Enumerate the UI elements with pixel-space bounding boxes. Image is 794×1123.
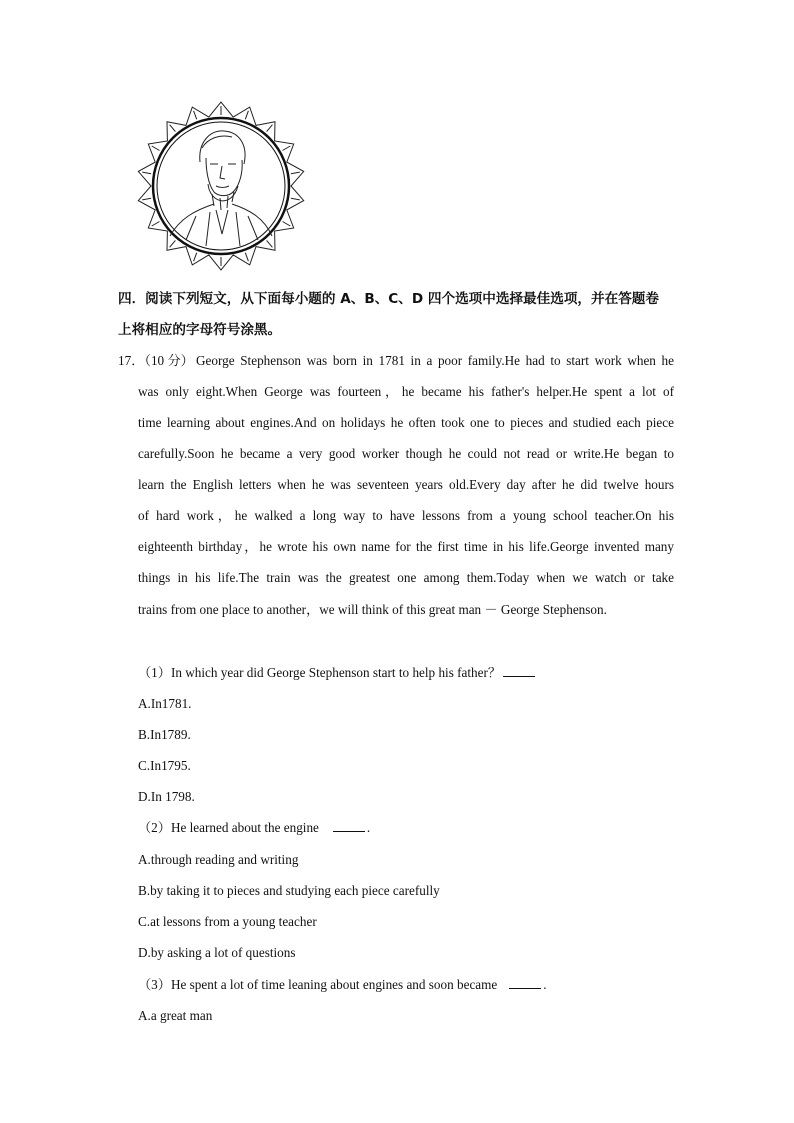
passage-line: carefully.Soon he became a very good worker though he could not read or write.He began to: [138, 446, 674, 461]
passage-line: eighteenth birthday，he wrote his own name for the first time in his life.George invented many: [138, 539, 674, 554]
passage-line: George Stephenson was born in 1781 in a poor family.He had to start work when he: [196, 353, 674, 368]
option-d: D.In 1798.: [138, 789, 195, 804]
lincoln-portrait-image: [136, 100, 306, 272]
option-b: B.by taking it to pieces and studying each piece carefully: [138, 883, 440, 898]
option-d: D.by asking a lot of questions: [138, 945, 296, 960]
section-heading: 四．阅读下列短文，从下面每小题的 A、B、C、D 四个选项中选择最佳选项，并在答题卷: [118, 291, 659, 307]
question-stem: （1）In which year did George Stephenson start to help his father？: [138, 663, 537, 683]
option-b: B.In1789.: [138, 727, 191, 742]
question-number: 17．（10 分）: [118, 353, 194, 368]
option-a: A.In1781.: [138, 696, 192, 711]
passage-line: learn the English letters when he was seventeen years old.Every day after he did twelve hours: [138, 477, 674, 492]
question-stem: （2）He learned about the engine .: [138, 820, 371, 835]
passage-line: things in his life.The train was the greatest one among them.Today when we watch or take: [138, 570, 674, 585]
option-c: C.In1795.: [138, 758, 191, 773]
passage-line: of hard work，he walked a long way to have lessons from a young school teacher.On his: [138, 508, 674, 523]
option-a: A.a great man: [138, 1008, 213, 1023]
passage-line: time learning about engines.And on holidays he often took one to pieces and studied each piece: [138, 415, 674, 430]
answer-blank[interactable]: [509, 976, 541, 989]
passage-line: was only eight.When George was fourteen，he became his father's helper.He spent a lot of: [138, 384, 674, 399]
section-heading-continued: 上将相应的字母符号涂黑。: [118, 322, 282, 338]
option-a: A.through reading and writing: [138, 852, 299, 867]
answer-blank[interactable]: [333, 819, 365, 832]
option-c: C.at lessons from a young teacher: [138, 914, 317, 929]
passage-line: trains from one place to another，we will think of this great man － George Stephenson.: [138, 602, 607, 617]
question-stem: （3）He spent a lot of time leaning about engines and soon became .: [138, 977, 547, 992]
answer-blank[interactable]: [503, 664, 535, 677]
